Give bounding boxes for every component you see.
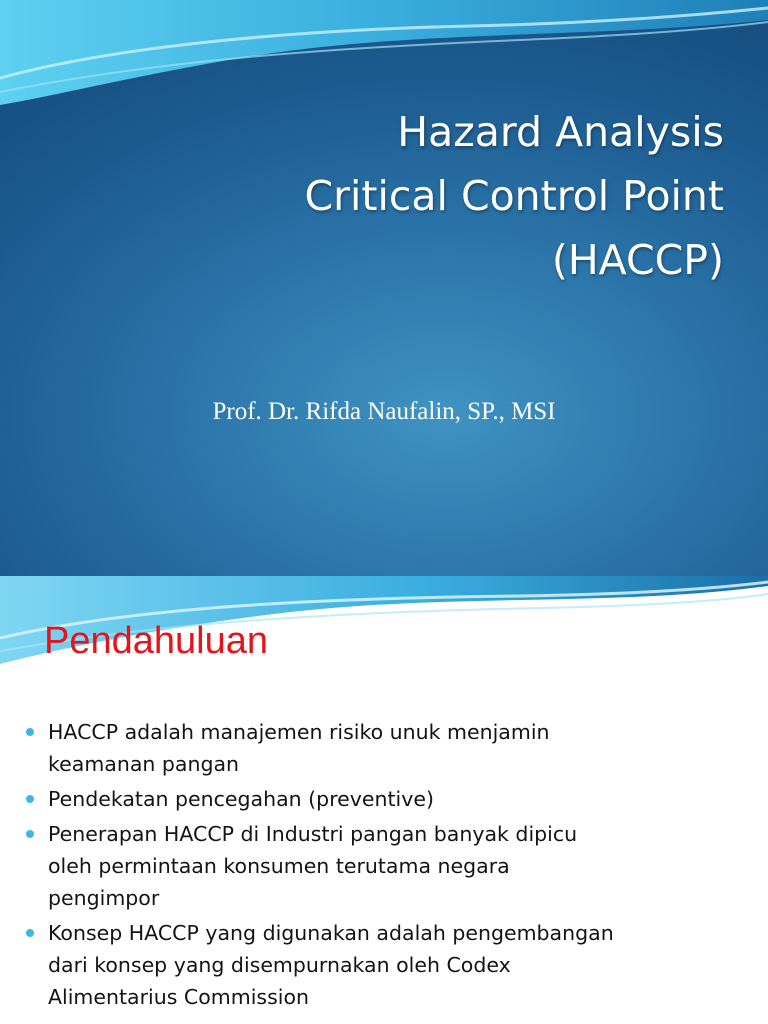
bullet-icon: [26, 830, 34, 838]
list-item-text: HACCP adalah manajemen risiko unuk menjamin: [48, 720, 550, 744]
title-line-3: (HACCP): [551, 236, 724, 284]
list-item-text: Konsep HACCP yang digunakan adalah pengembangan: [48, 921, 614, 945]
bullet-icon: [26, 929, 34, 937]
wave-decoration: [0, 0, 768, 110]
list-item: [26, 818, 726, 914]
section-heading: Pendahuluan: [44, 620, 268, 662]
title-line-1: Hazard Analysis: [397, 108, 724, 156]
list-item: [26, 917, 726, 1013]
list-item-text: pengimpor: [48, 886, 160, 910]
bullet-icon: [26, 795, 34, 803]
list-item-text: dari konsep yang disempurnakan oleh Codex: [48, 953, 511, 977]
list-item-text: Penerapan HACCP di Industri pangan banyak dipicu: [48, 822, 578, 846]
bullet-icon: [26, 728, 34, 736]
list-item-text: Pendekatan pencegahan (preventive): [48, 787, 434, 811]
slide-title: [84, 100, 724, 292]
title-line-2: Critical Control Point: [304, 172, 724, 220]
list-item-text: Alimentarius Commission: [48, 985, 309, 1009]
author-subtitle: Prof. Dr. Rifda Naufalin, SP., MSI: [212, 398, 556, 425]
content-slide: [0, 576, 768, 1024]
list-item-text: oleh permintaan konsumen terutama negara: [48, 854, 510, 878]
list-item: [26, 716, 726, 780]
list-item-text: keamanan pangan: [48, 752, 240, 776]
list-item: [26, 783, 726, 815]
bullet-list: [26, 716, 726, 1016]
